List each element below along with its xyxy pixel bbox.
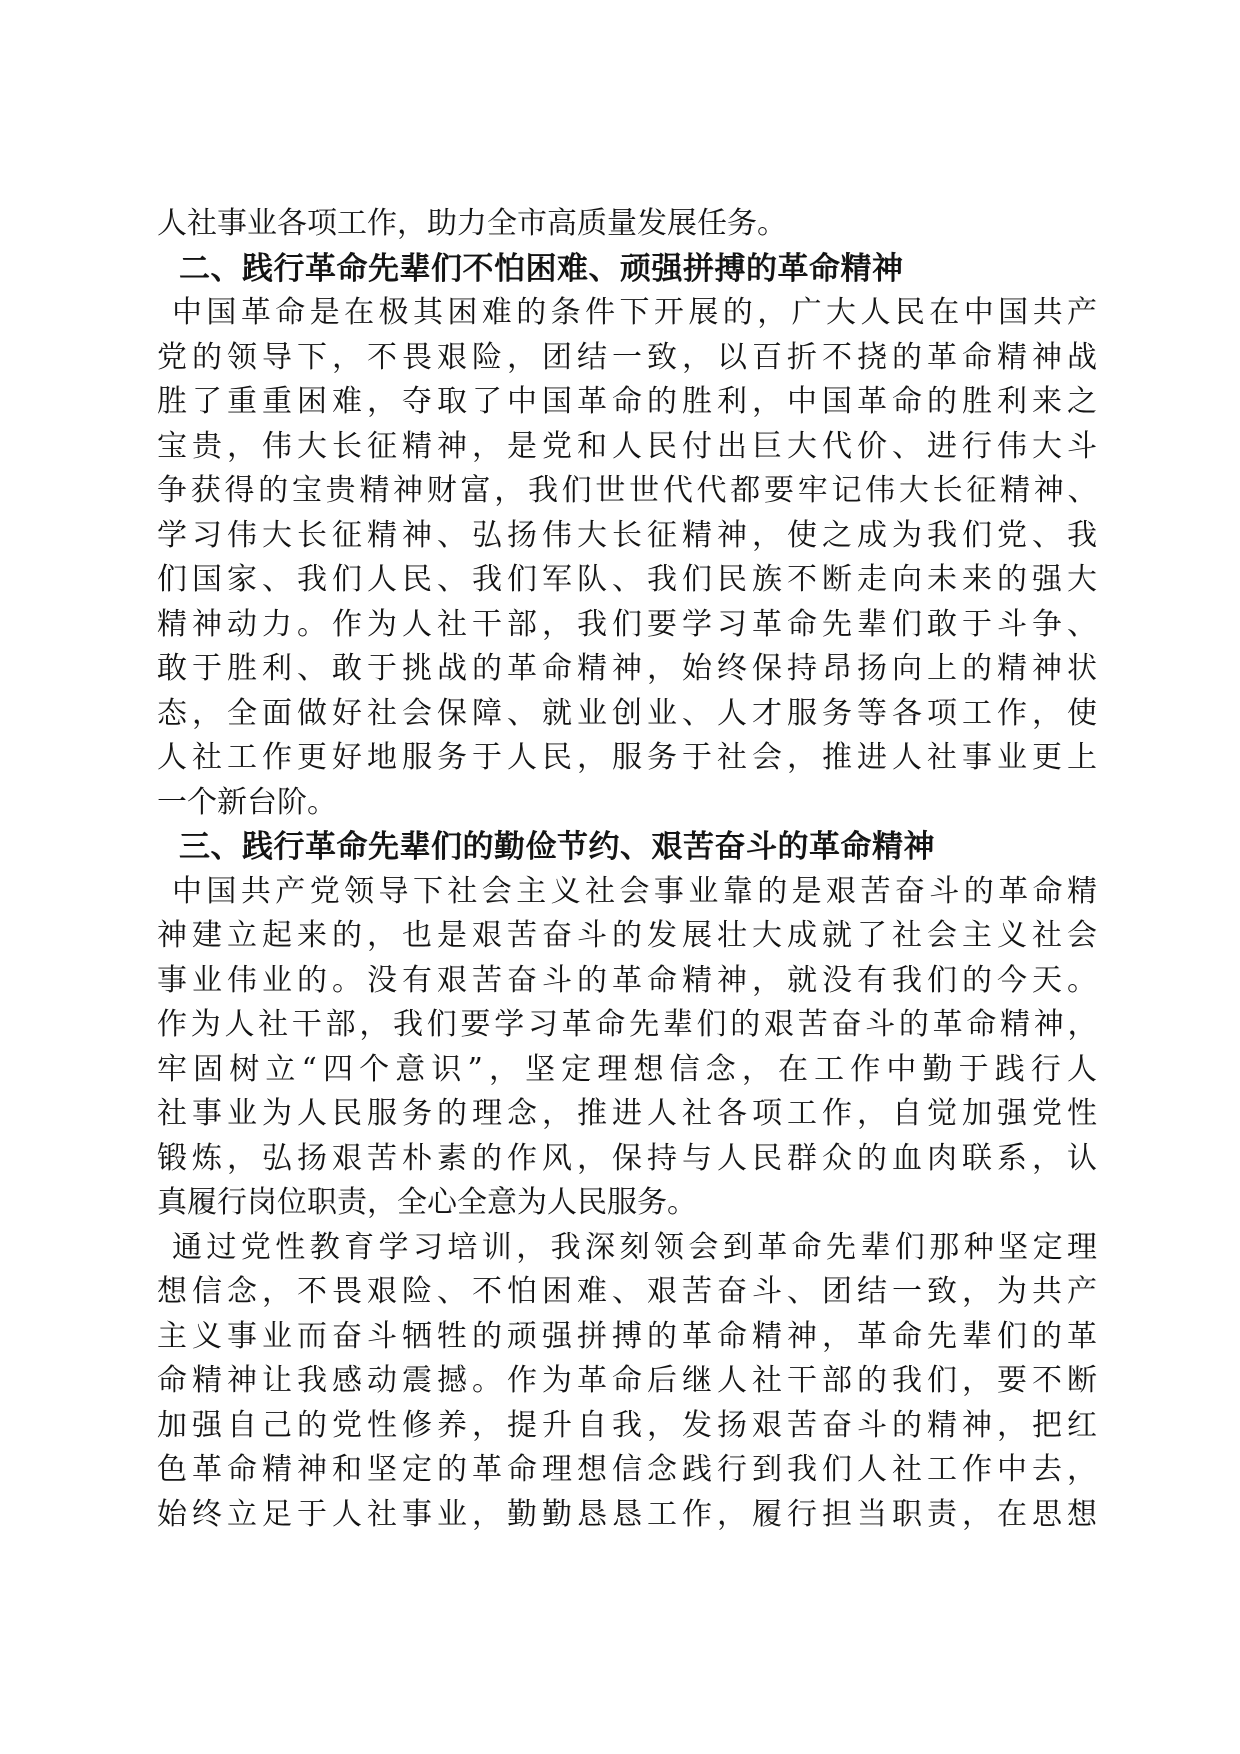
paragraph-line: 始终立足于人社事业，勤勤恳恳工作，履行担当职责，在思想 [157,1496,1097,1532]
paragraph-line: 加强自己的党性修养，提升自我，发扬艰苦奋斗的精神，把红 [157,1407,1097,1443]
paragraph-line: 事业伟业的。没有艰苦奋斗的革命精神，就没有我们的今天。 [157,962,1097,998]
paragraph-line: 真履行岗位职责，全心全意为人民服务。 [157,1185,697,1220]
paragraph-line: 们国家、我们人民、我们军队、我们民族不断走向未来的强大 [157,562,1097,597]
paragraph-line: 争获得的宝贵精神财富，我们世世代代都要牢记伟大长征精神、 [157,473,1097,508]
paragraph-line: 人社工作更好地服务于人民，服务于社会，推进人社事业更上 [157,740,1097,775]
paragraph-line: 牢固树立“四个意识”，坚定理想信念，在工作中勤于践行人 [157,1051,1097,1087]
paragraph-line: 命精神让我感动震撼。作为革命后继人社干部的我们，要不断 [157,1363,1097,1398]
paragraph-line: 通过党性教育学习培训，我深刻领会到革命先辈们那种坚定理 [172,1229,1097,1265]
paragraph-line: 人社事业各项工作，助力全市高质量发展任务。 [157,206,787,241]
section-heading-3: 三、践行革命先辈们的勤俭节约、艰苦奋斗的革命精神 [179,829,935,865]
paragraph-line: 色革命精神和坚定的革命理想信念践行到我们人社工作中去， [157,1452,1097,1487]
paragraph-line: 中国共产党领导下社会主义社会事业靠的是艰苦奋斗的革命精 [172,873,1097,909]
document-body [157,202,1097,1537]
paragraph-line: 主义事业而奋斗牺牲的顽强拼搏的革命精神，革命先辈们的革 [157,1318,1097,1354]
paragraph-line: 社事业为人民服务的理念，推进人社各项工作，自觉加强党性 [157,1096,1097,1131]
paragraph-line: 一个新台阶。 [157,784,337,820]
paragraph-line: 态，全面做好社会保障、就业创业、人才服务等各项工作，使 [157,695,1097,731]
paragraph-line: 党的领导下，不畏艰险，团结一致，以百折不挠的革命精神战 [157,339,1097,375]
paragraph-line: 作为人社干部，我们要学习革命先辈们的艰苦奋斗的革命精神， [157,1007,1097,1042]
paragraph-line: 精神动力。作为人社干部，我们要学习革命先辈们敢于斗争、 [157,606,1097,642]
paragraph-line: 学习伟大长征精神、弘扬伟大长征精神，使之成为我们党、我 [157,517,1097,553]
paragraph-line: 中国革命是在极其困难的条件下开展的，广大人民在中国共产 [172,295,1097,330]
paragraph-line: 敢于胜利、敢于挑战的革命精神，始终保持昂扬向上的精神状 [157,651,1097,686]
paragraph-line: 胜了重重困难，夺取了中国革命的胜利，中国革命的胜利来之 [157,384,1097,419]
paragraph-line: 宝贵，伟大长征精神，是党和人民付出巨大代价、进行伟大斗 [157,428,1097,464]
section-heading-2: 二、践行革命先辈们不怕困难、顽强拼搏的革命精神 [179,250,904,287]
paragraph-line: 锻炼，弘扬艰苦朴素的作风，保持与人民群众的血肉联系，认 [157,1140,1097,1176]
paragraph-line: 神建立起来的，也是艰苦奋斗的发展壮大成就了社会主义社会 [157,918,1097,953]
paragraph-line: 想信念，不畏艰险、不怕困难、艰苦奋斗、团结一致，为共产 [157,1274,1097,1309]
